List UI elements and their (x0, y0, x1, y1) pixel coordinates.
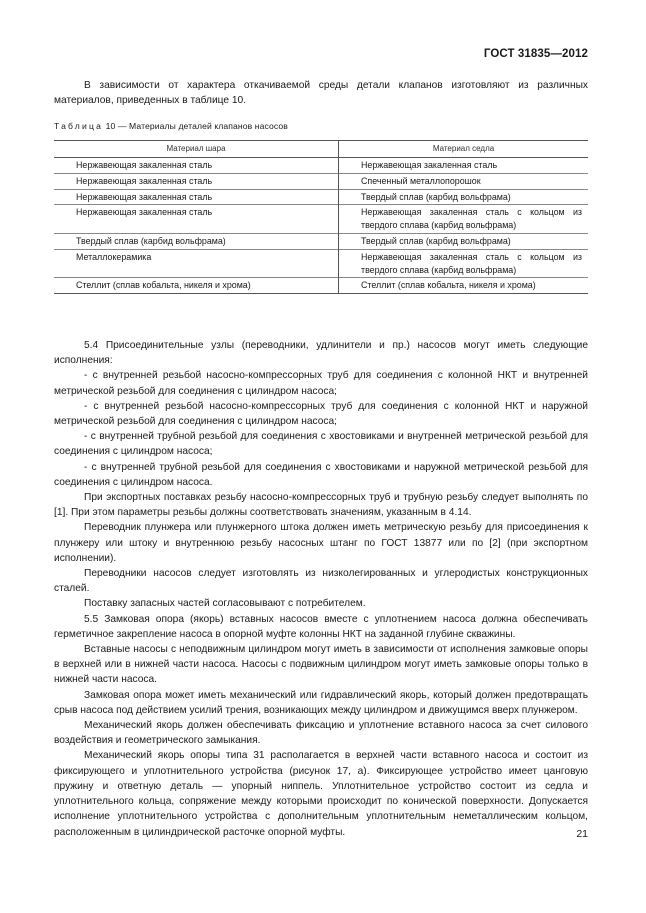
page-number: 21 (576, 828, 588, 840)
paragraph: Замковая опора может иметь механический или гидравлический якорь, который должен предотвращать срыв насоса под действием усилий трения, возникающих между цилиндром и движущимся вверх плунжером. (54, 689, 588, 716)
paragraph: 5.5 Замковая опора (якорь) вставных насосов вместе с уплотнением насоса должна обеспечивать герметичное закрепление насоса в опорной муфте колонны НКТ на заданной глубине скважины. (54, 613, 588, 640)
seat-material-cell: Нержавеющая закаленная сталь с кольцом из твердого сплава (карбид вольфрама) (339, 249, 589, 278)
table-row (54, 173, 588, 189)
paragraph: - с внутренней резьбой насосно-компрессорных труб для соединения с колонной НКТ и наружной метрической резьбой для соединения с цилиндром насоса; (54, 400, 588, 428)
intro-paragraph (54, 78, 588, 108)
column-header-seat: Материал седла (339, 141, 589, 158)
paragraph: Механический якорь должен обеспечивать фиксацию и уплотнение вставного насоса за счет силового воздействия и геометрического замыкания. (54, 720, 588, 747)
paragraph: Переводники насосов следует изготовлять из низколегированных и углеродистых конструкционных сталей. (54, 568, 588, 595)
table-caption-label: Таблица (54, 121, 104, 131)
ball-material-cell: Твердый сплав (карбид вольфрама) (54, 233, 339, 249)
seat-material-cell: Спеченный металлопорошок (339, 173, 589, 189)
column-header-ball: Материал шара (54, 141, 339, 158)
paragraph: При экспортных поставках резьбу насосно-компрессорных труб и трубную резьбу следует выполнять по [1]. При этом параметры резьбы должны соответствовать значениям, указанным в 4.14. (54, 492, 588, 519)
paragraph: - с внутренней резьбой насосно-компрессорных труб для соединения с колонной НКТ и внутренней метрической резьбой для соединения с цилиндром насоса; (54, 370, 588, 397)
paragraph: В зависимости от характера откачиваемой среды детали клапанов изготовляют из различных материалов, приведенных в таблице 10. (54, 80, 588, 107)
document-header: ГОСТ 31835—2012 (483, 48, 588, 60)
paragraph: - с внутренней трубной резьбой для соединения с хвостовиками и внутренней метрической резьбой для соединения с цилиндром насоса; (54, 431, 588, 458)
paragraph: 5.4 Присоединительные узлы (переводники, удлинители и пр.) насосов могут иметь следующие исполнения: (54, 340, 588, 367)
table-row (54, 158, 588, 174)
seat-material-cell: Твердый сплав (карбид вольфрама) (339, 189, 589, 205)
paragraph: Поставку запасных частей согласовывают с потребителем. (84, 598, 366, 610)
ball-material-cell: Металлокерамика (54, 249, 339, 278)
table-row (54, 233, 588, 249)
table-row (54, 278, 588, 294)
seat-material-cell: Нержавеющая закаленная сталь (339, 158, 589, 174)
table-row (54, 205, 588, 234)
body-text (54, 338, 588, 840)
paragraph: Переводник плунжера или плунжерного штока должен иметь метрическую резьбу для присоединения к плунжеру или штоку и внутреннюю резьбу насосных штанг по ГОСТ 13877 или по [2] (при экспортном исполнении). (54, 522, 588, 564)
ball-material-cell: Стеллит (сплав кобальта, никеля и хрома) (54, 278, 339, 294)
ball-material-cell: Нержавеющая закаленная сталь (54, 189, 339, 205)
seat-material-cell: Нержавеющая закаленная сталь с кольцом из твердого сплава (карбид вольфрама) (339, 205, 589, 234)
table-caption (54, 121, 288, 131)
table-row (54, 249, 588, 278)
seat-material-cell: Стеллит (сплав кобальта, никеля и хрома) (339, 278, 589, 294)
seat-material-cell: Твердый сплав (карбид вольфрама) (339, 233, 589, 249)
materials-table (54, 140, 588, 294)
ball-material-cell: Нержавеющая закаленная сталь (54, 158, 339, 174)
table-caption-text: 10 — Материалы деталей клапанов насосов (105, 121, 288, 131)
paragraph: Вставные насосы с неподвижным цилиндром могут иметь в зависимости от исполнения замковые опоры в верхней или в нижней части насоса. Насосы с подвижным цилиндром могут иметь замковые опоры только в нижней части насоса. (54, 644, 588, 686)
paragraph: - с внутренней трубной резьбой для соединения с хвостовиками и наружной метрической резьбой для соединения с цилиндром насоса. (54, 461, 588, 488)
ball-material-cell: Нержавеющая закаленная сталь (54, 205, 339, 234)
table-header-row (54, 141, 588, 158)
ball-material-cell: Нержавеющая закаленная сталь (54, 173, 339, 189)
table-row (54, 189, 588, 205)
paragraph: Механический якорь опоры типа 31 располагается в верхней части вставного насоса и состоит из фиксирующего и уплотнительного устройства (рисунок 17, а). Фиксирующее устройство имеет цанговую пружину и ответную деталь — упорный ниппель. Уплотнительное устройство состоит из седла и уплотнительного кольца, сопряжение между которыми происходит по конической поверхности. Допускается исполнение уплотнительного устройства с дополнительным уплотнительным неметаллическим кольцом, расположенным в цилиндрической расточке опорной муфты. (54, 750, 588, 838)
